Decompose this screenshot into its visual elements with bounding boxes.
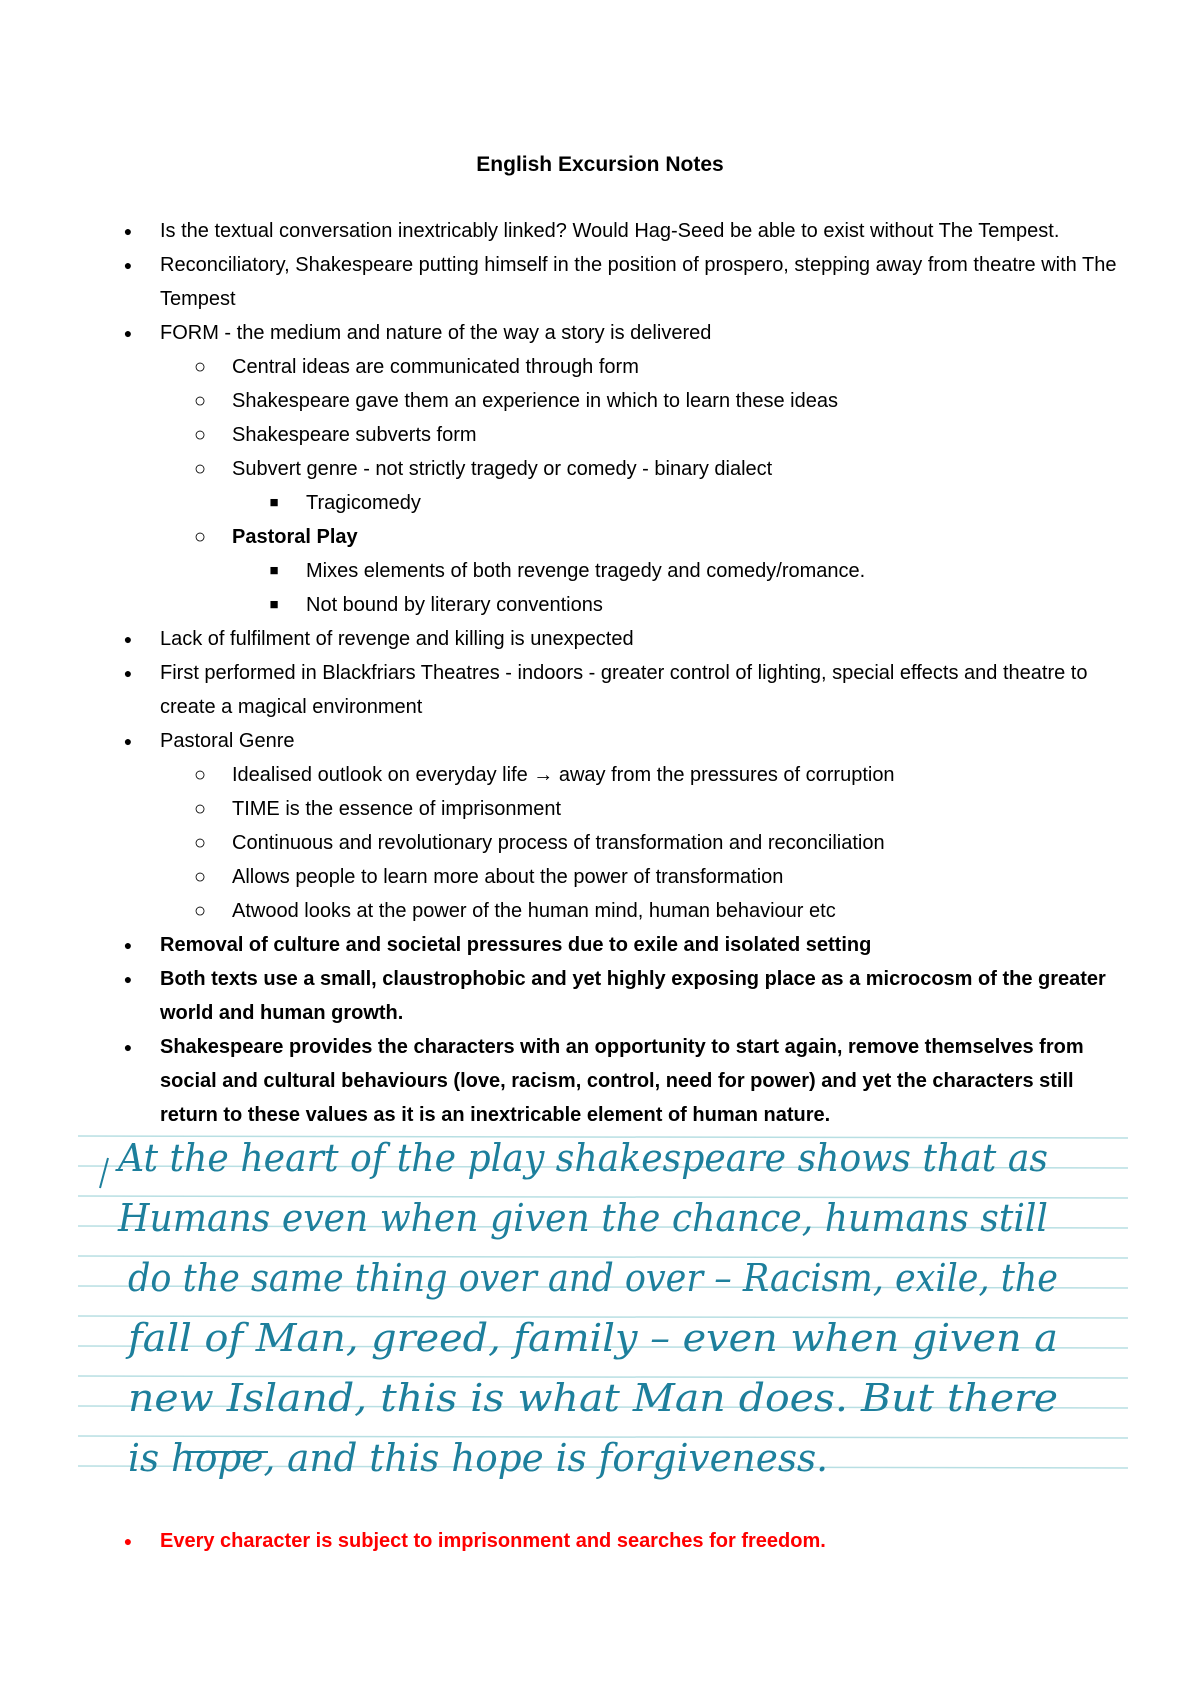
list-item-text: Removal of culture and societal pressures due to exile and isolated setting: [160, 934, 872, 956]
list-item: [0, 384, 1200, 418]
final-note-item: [0, 1524, 1200, 1558]
handwritten-line: At the heart of the play shakespeare shows that as: [115, 1136, 1048, 1180]
list-item-text: Allows people to learn more about the power of transformation: [232, 866, 784, 888]
list-item: [0, 418, 1200, 452]
list-item: [0, 724, 1200, 758]
list-item: [0, 622, 1200, 656]
handwritten-note: [78, 1116, 1128, 1484]
bullet-icon: ●: [123, 937, 133, 953]
bullet-icon: ○: [193, 424, 207, 446]
bullet-icon: ●: [123, 325, 133, 341]
list-item: [0, 452, 1200, 486]
list-item-text: Pastoral Genre: [160, 730, 295, 752]
list-item: [0, 860, 1200, 894]
list-item: [0, 1524, 1200, 1558]
bullet-icon: ●: [123, 257, 133, 273]
bullet-icon: ●: [123, 733, 133, 749]
bullet-icon: ●: [123, 1533, 133, 1549]
list-item-text: Central ideas are communicated through form: [232, 356, 639, 378]
bullet-icon: ○: [193, 458, 207, 480]
list-item: [0, 758, 1200, 792]
list-item-text: Continuous and revolutionary process of transformation and reconciliation: [232, 832, 885, 854]
bullet-icon: ■: [269, 562, 279, 579]
list-item-text: Idealised outlook on everyday life → away from the pressures of corruption: [232, 764, 895, 786]
bullet-icon: ○: [193, 390, 207, 412]
list-item: [0, 214, 1200, 248]
list-item-text: Mixes elements of both revenge tragedy and comedy/romance.: [306, 560, 866, 582]
list-item-text: Lack of fulfilment of revenge and killing is unexpected: [160, 628, 634, 650]
list-item-text: Reconciliatory, Shakespeare putting himself in the position of prospero, stepping away from theatre with The Tempest: [160, 254, 1117, 310]
list-item: [0, 962, 1200, 1030]
list-item-text: Both texts use a small, claustrophobic and yet highly exposing place as a microcosm of the greater world and human growth.: [160, 968, 1106, 1024]
list-item-text: Atwood looks at the power of the human mind, human behaviour etc: [232, 900, 836, 922]
bullet-icon: ●: [123, 1039, 133, 1055]
bullet-icon: ●: [123, 971, 133, 987]
list-item: [0, 316, 1200, 350]
list-item: [0, 656, 1200, 724]
list-item-text: Not bound by literary conventions: [306, 594, 603, 616]
handwritten-line: fall of Man, greed, family – even when given a: [124, 1316, 1059, 1360]
bullet-icon: ○: [193, 832, 207, 854]
bullet-icon: ○: [193, 356, 207, 378]
notes-list: [0, 214, 1200, 1132]
list-item-text: FORM - the medium and nature of the way a story is delivered: [160, 322, 712, 344]
bullet-icon: ■: [269, 596, 279, 613]
list-item: [0, 792, 1200, 826]
handwritten-line: new Island, this is what Man does. But there: [128, 1376, 1058, 1420]
list-item-text: First performed in Blackfriars Theatres - indoors - greater control of lighting, special effects and theatre to create a magical environment: [160, 662, 1088, 718]
bullet-icon: ○: [193, 764, 207, 786]
bullet-icon: ●: [123, 631, 133, 647]
list-item: [0, 520, 1200, 554]
bullet-icon: ■: [269, 494, 279, 511]
list-item: [0, 486, 1200, 520]
handwritten-note-image: [78, 1116, 1128, 1484]
bullet-icon: ●: [123, 665, 133, 681]
list-item-text: Subvert genre - not strictly tragedy or comedy - binary dialect: [232, 458, 773, 480]
handwritten-line: do the same thing over and over – Racism, exile, the: [128, 1256, 1058, 1300]
page-title: English Excursion Notes: [476, 153, 724, 176]
list-item: [0, 554, 1200, 588]
list-item-text: Shakespeare provides the characters with an opportunity to start again, remove themselves from social and cultural behaviours (love, racism, control, need for power) and yet the characters still return to these values as it is an inextricable element of human nature.: [160, 1036, 1084, 1126]
list-item: [0, 248, 1200, 316]
list-item-text: Is the textual conversation inextricably linked? Would Hag-Seed be able to exist without The Tempest.: [160, 220, 1060, 242]
bullet-icon: ○: [193, 526, 207, 548]
list-item: [0, 350, 1200, 384]
list-item-text: Shakespeare subverts form: [232, 424, 477, 446]
bullet-icon: ●: [123, 223, 133, 239]
handwritten-line: is hope, and this hope is forgiveness.: [128, 1436, 828, 1480]
list-item: [0, 588, 1200, 622]
list-item-text: Every character is subject to imprisonment and searches for freedom.: [160, 1530, 826, 1552]
list-item-text: Shakespeare gave them an experience in which to learn these ideas: [232, 390, 838, 412]
bullet-icon: ○: [193, 798, 207, 820]
list-item: [0, 894, 1200, 928]
handwritten-line: Humans even when given the chance, humans still: [117, 1196, 1048, 1240]
list-item: [0, 928, 1200, 962]
list-item-text: Tragicomedy: [306, 492, 421, 514]
margin-mark: [100, 1158, 108, 1188]
list-item: [0, 826, 1200, 860]
list-item-text: Pastoral Play: [232, 526, 358, 548]
bullet-icon: ○: [193, 866, 207, 888]
bullet-icon: ○: [193, 900, 207, 922]
list-item-text: TIME is the essence of imprisonment: [232, 798, 562, 820]
